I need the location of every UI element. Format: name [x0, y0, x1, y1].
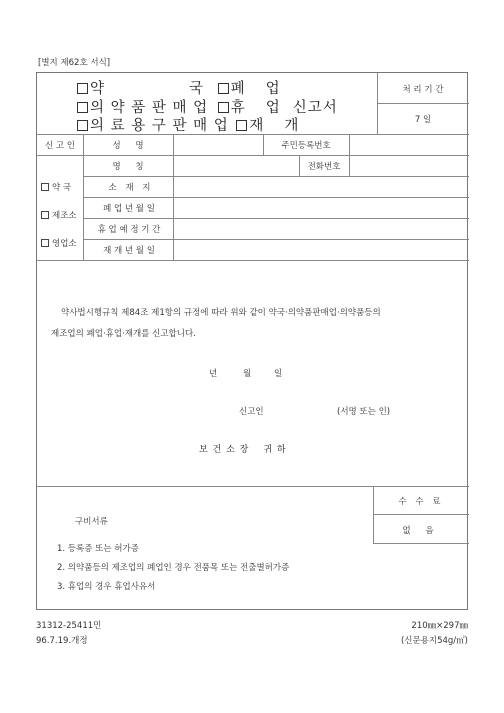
paper-size: 210㎜×297㎜ — [411, 621, 468, 631]
checkbox-medical-device-sales[interactable] — [77, 120, 88, 131]
suspension-period-label: 휴 업 예 정 기 간 — [97, 225, 161, 235]
document-item-3: 3. 휴업의 경우 휴업사유서 — [57, 582, 156, 592]
business-type-office: 영업소 — [41, 237, 77, 249]
revision-date: 96.7.19.개정 — [36, 636, 88, 646]
checkbox-resumption[interactable] — [236, 120, 247, 131]
resume-date-field[interactable] — [174, 240, 468, 259]
form-code: 31312-25411민 — [36, 621, 102, 631]
rrn-field[interactable] — [350, 135, 468, 154]
phone-field[interactable] — [350, 156, 468, 175]
fee-value: 없 음 — [402, 526, 440, 536]
date-month: 월 — [243, 369, 252, 379]
business-name-field[interactable] — [174, 156, 298, 175]
applicant-label: 신 고 인 — [44, 141, 76, 151]
checkbox-drug-sales[interactable] — [77, 102, 88, 113]
processing-period-label: 처 리 기 간 — [402, 85, 444, 95]
title-line-3: 의 료 용 구 판 매 업 재 개 — [77, 114, 299, 135]
checkbox-type-pharmacy[interactable] — [41, 183, 49, 191]
recipient: 보 건 소 장 귀 하 — [199, 445, 287, 455]
title-line-2: 의 약 품 판 매 업 휴 업 신고서 — [77, 96, 338, 117]
business-type-factory: 제조소 — [41, 209, 77, 221]
checkbox-type-factory[interactable] — [41, 211, 49, 219]
checkbox-suspension[interactable] — [218, 102, 229, 113]
document-item-1: 1. 등록증 또는 허가증 — [57, 544, 139, 554]
paper-type: (신문용지54g/㎡) — [400, 636, 468, 646]
documents-title: 구비서류 — [75, 517, 108, 527]
date-year: 년 — [209, 369, 218, 379]
business-type-pharmacy: 약 국 — [41, 181, 71, 193]
name-field[interactable] — [174, 135, 262, 154]
declaration-text — [51, 303, 461, 345]
title-line-1: 약 국 폐 업 — [77, 77, 281, 98]
business-name-label: 명 칭 — [112, 162, 150, 172]
rrn-label: 주민등록번호 — [281, 141, 331, 151]
phone-label: 전화번호 — [307, 162, 341, 172]
declaration-form — [36, 72, 468, 610]
checkbox-type-office[interactable] — [41, 239, 49, 247]
signer-label: 신고인 — [239, 407, 264, 417]
checkbox-pharmacy[interactable] — [77, 83, 88, 94]
suspension-period-field[interactable] — [174, 219, 468, 238]
document-item-2: 2. 의약품등의 제조업의 폐업인 경우 전품목 또는 전출별허가증 — [57, 563, 290, 573]
closure-date-field[interactable] — [174, 198, 468, 217]
address-label: 소 재 지 — [108, 183, 154, 193]
form-number: [별지 제62호 서식] — [38, 58, 111, 68]
resume-date-label: 재 개 년 월 일 — [103, 246, 155, 256]
declaration-line-1: 약사법시행규칙 제84조 제1항의 규정에 따라 위와 같이 약국·의약품판매업·의약품등의 — [61, 308, 381, 318]
address-field[interactable] — [174, 177, 468, 196]
name-label: 성 명 — [112, 141, 150, 151]
date-day: 일 — [274, 369, 283, 379]
closure-date-label: 폐 업 년 월 일 — [103, 204, 155, 214]
sign-note: (서명 또는 인) — [337, 407, 391, 417]
checkbox-closure[interactable] — [218, 83, 229, 94]
declaration-line-2: 제조업의 폐업·휴업·재개를 신고합니다. — [51, 329, 196, 339]
processing-period-value: 7 일 — [414, 115, 432, 125]
fee-label: 수 수 료 — [398, 497, 444, 507]
